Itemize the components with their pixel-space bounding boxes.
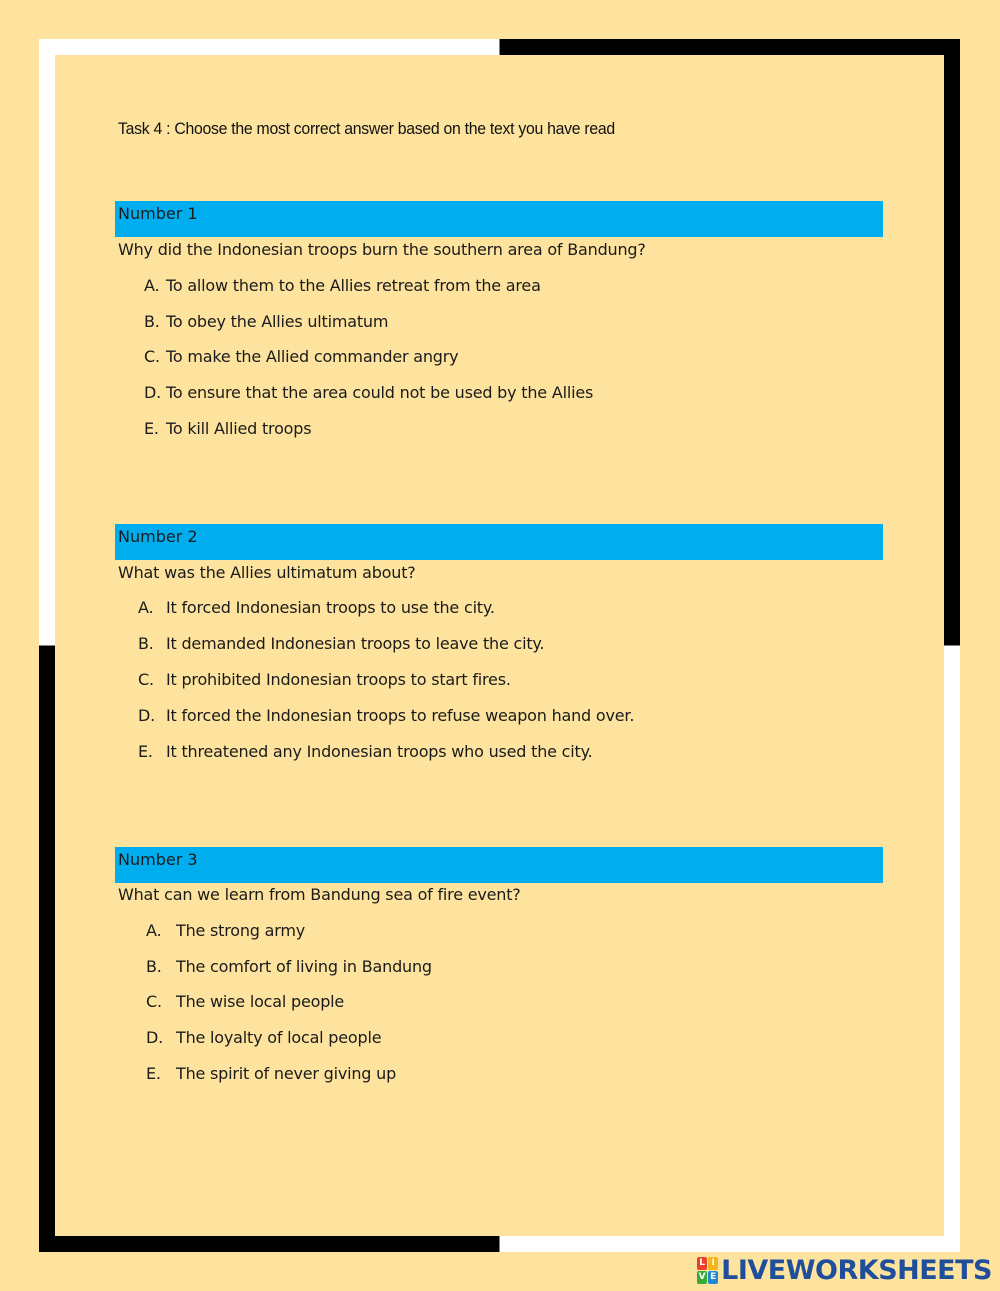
option-letter: A. [146, 921, 162, 940]
option-letter: E. [138, 742, 153, 761]
question-2-number-bar: Number 2 [115, 524, 883, 560]
option-text: To allow them to the Allies retreat from the area [166, 276, 541, 295]
option-letter: C. [144, 347, 160, 366]
task-title: Task 4 : Choose the most correct answer based on the text you have read [118, 119, 615, 138]
question-2-text: What was the Allies ultimatum about? [118, 563, 416, 582]
question-1-number-bar: Number 1 [115, 201, 883, 237]
logo-blocks-icon [697, 1257, 718, 1284]
logo-text: LIVEWORKSHEETS [721, 1254, 992, 1286]
logo-block-i: I [708, 1257, 718, 1270]
option-letter: D. [144, 383, 162, 402]
question-1-text: Why did the Indonesian troops burn the southern area of Bandung? [118, 240, 646, 259]
option-text: To ensure that the area could not be used by the Allies [166, 383, 594, 402]
liveworksheets-logo[interactable] [697, 1255, 992, 1285]
question-3-text: What can we learn from Bandung sea of fire event? [118, 885, 521, 904]
option-letter: D. [138, 706, 156, 725]
option-text: To kill Allied troops [166, 419, 312, 438]
option-text: To obey the Allies ultimatum [166, 312, 389, 331]
option-letter: B. [138, 634, 154, 653]
logo-block-l: L [697, 1257, 707, 1270]
option-text: The wise local people [176, 992, 345, 1011]
option-text: The spirit of never giving up [176, 1064, 397, 1083]
option-text: It forced Indonesian troops to use the city. [166, 598, 495, 617]
option-letter: A. [138, 598, 154, 617]
option-text: The loyalty of local people [176, 1028, 382, 1047]
option-text: It forced the Indonesian troops to refuse weapon hand over. [166, 706, 635, 725]
option-text: It threatened any Indonesian troops who used the city. [166, 742, 593, 761]
option-text: The comfort of living in Bandung [176, 957, 432, 976]
option-text: To make the Allied commander angry [166, 347, 459, 366]
option-text: The strong army [176, 921, 306, 940]
option-letter: D. [146, 1028, 164, 1047]
question-3-number-bar: Number 3 [115, 847, 883, 883]
option-letter: B. [144, 312, 160, 331]
option-text: It prohibited Indonesian troops to start fires. [166, 670, 511, 689]
option-letter: E. [144, 419, 159, 438]
logo-block-e: E [710, 1271, 717, 1282]
option-letter: C. [146, 992, 162, 1011]
option-letter: E. [146, 1064, 161, 1083]
option-letter: A. [144, 276, 160, 295]
option-text: It demanded Indonesian troops to leave the city. [166, 634, 545, 653]
option-letter: B. [146, 957, 162, 976]
option-letter: C. [138, 670, 154, 689]
logo-block-v: V [698, 1271, 706, 1282]
